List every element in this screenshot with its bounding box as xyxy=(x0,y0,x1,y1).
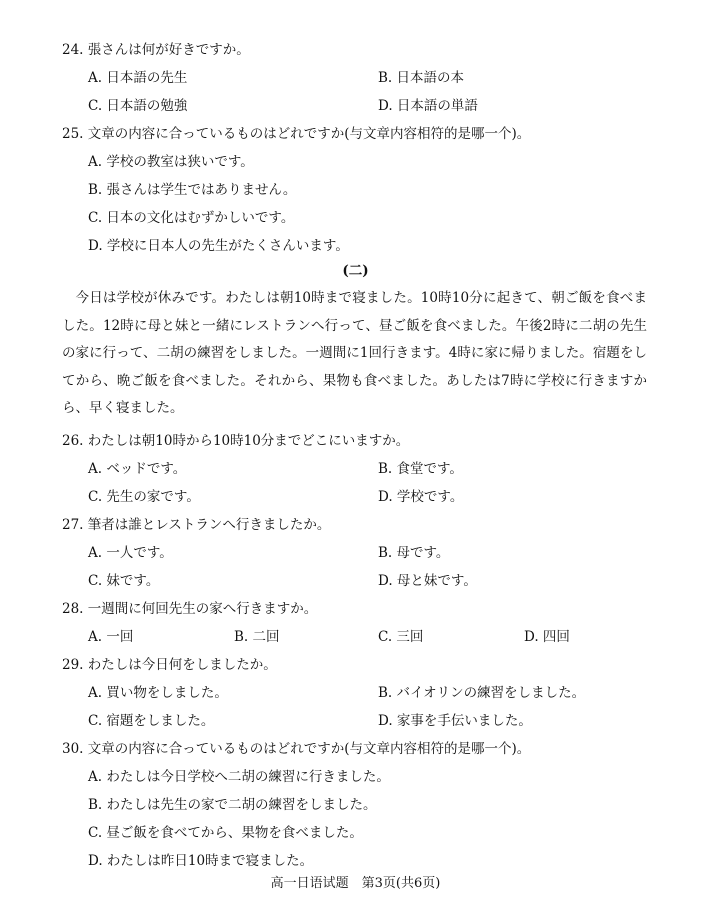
q26-option-a: A. ベッドです。 xyxy=(88,461,187,477)
q27-option-a: A. 一人です。 xyxy=(88,545,173,561)
q29-option-c: C. 宿題をしました。 xyxy=(88,713,215,729)
question-27: 27. 筆者は誰とレストランへ行きましたか。 xyxy=(62,517,331,533)
q25-option-b: B. 張さんは学生ではありません。 xyxy=(88,182,297,198)
question-25: 25. 文章の内容に合っているものはどれですか(与文章内容相符的是哪一个)。 xyxy=(62,126,531,142)
q24-option-a: A. 日本語の先生 xyxy=(88,70,188,86)
q28-option-c: C. 三回 xyxy=(378,629,424,645)
q25-option-a: A. 学校の教室は狭いです。 xyxy=(88,154,254,170)
q29-option-b: B. バイオリンの練習をしました。 xyxy=(378,685,586,701)
q26-option-c: C. 先生の家です。 xyxy=(88,489,200,505)
page-footer: 高一日语试题 第3页(共6页) xyxy=(270,876,441,891)
question-24: 24. 張さんは何が好きですか。 xyxy=(62,42,250,58)
q30-option-d: D. わたしは昨日10時まで寝ました。 xyxy=(88,853,314,869)
question-30: 30. 文章の内容に合っているものはどれですか(与文章内容相符的是哪一个)。 xyxy=(62,741,531,757)
q30-option-a: A. わたしは今日学校へ二胡の練習に行きました。 xyxy=(88,769,390,785)
q28-option-b: B. 二回 xyxy=(234,629,280,645)
q30-option-c: C. 昼ご飯を食べてから、果物を食べました。 xyxy=(88,825,363,841)
question-26: 26. わたしは朝10時から10時10分までどこにいますか。 xyxy=(62,433,410,449)
q27-option-d: D. 母と妹です。 xyxy=(378,573,477,589)
q27-option-c: C. 妹です。 xyxy=(88,573,160,589)
question-29: 29. わたしは今日何をしましたか。 xyxy=(62,657,277,673)
q29-option-a: A. 買い物をしました。 xyxy=(88,685,228,701)
q29-option-d: D. 家事を手伝いました。 xyxy=(378,713,532,729)
q26-option-d: D. 学校です。 xyxy=(378,489,464,505)
q25-option-c: C. 日本の文化はむずかしいです。 xyxy=(88,210,295,226)
q24-option-b: B. 日本語の本 xyxy=(378,70,465,86)
passage-text: 今日は学校が休みです。わたしは朝10時まで寝ました。10時10分に起きて、朝ご飯を食べました。12時に母と妹と一緒にレストランへ行って、昼ご飯を食べました。午後2時に二胡の先生の家に行って、二胡の練習をしました。一週間に1回行きます。4時に家に帰りました。宿題をしてから、晩ご飯を食べました。それから、果物も食べました。あしたは7時に学校に行きますから、早く寝ました。 xyxy=(62,290,647,417)
q30-option-b: B. わたしは先生の家で二胡の練習をしました。 xyxy=(88,797,377,813)
section-title: (二) xyxy=(342,263,369,279)
reading-passage xyxy=(62,285,647,423)
q27-option-b: B. 母です。 xyxy=(378,545,450,561)
q25-option-d: D. 学校に日本人の先生がたくさんいます。 xyxy=(88,238,349,254)
q24-option-d: D. 日本語の単語 xyxy=(378,98,478,114)
q28-option-d: D. 四回 xyxy=(524,629,570,645)
question-28: 28. 一週間に何回先生の家へ行きますか。 xyxy=(62,601,318,617)
q28-option-a: A. 一回 xyxy=(88,629,134,645)
q24-option-c: C. 日本語の勉強 xyxy=(88,98,188,114)
q26-option-b: B. 食堂です。 xyxy=(378,461,463,477)
